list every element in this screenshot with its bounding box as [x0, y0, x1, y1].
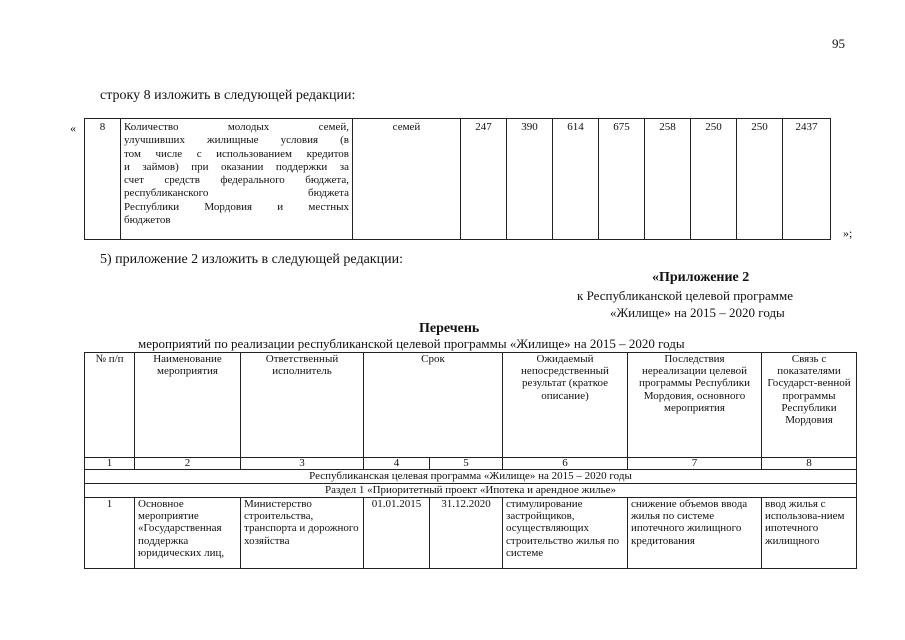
row-start-date: 01.01.2015 [364, 498, 430, 569]
row8-value: 247 [461, 119, 507, 240]
row8-desc-line: республиканского бюджета [124, 187, 349, 200]
row8 [85, 119, 831, 240]
row8-value: 258 [645, 119, 691, 240]
row-link: ввод жилья с использова-нием ипотечного жилищного [762, 498, 857, 569]
closing-quote: »; [843, 226, 853, 240]
table-row [85, 498, 857, 569]
row8-value: 250 [737, 119, 783, 240]
column-number: 1 [85, 458, 135, 470]
row8-value: 390 [507, 119, 553, 240]
appendix-program-name: «Жилище» на 2015 – 2020 годы [610, 305, 785, 320]
row8-value: 614 [553, 119, 599, 240]
program-row [85, 470, 857, 484]
opening-quote: « [70, 121, 76, 135]
header-name: Наименование мероприятия [135, 353, 241, 458]
row8-value: 250 [691, 119, 737, 240]
row-responsible: Министерство строительства, транспорта и дорожного хозяйства [241, 498, 364, 569]
row8-desc-line: улучшивших жилищные условия (в [124, 134, 349, 147]
page-number: 95 [832, 36, 845, 51]
list-title: Перечень [419, 321, 480, 336]
row8-desc-line: и займов) при оказании поддержки за [124, 160, 349, 173]
intro-appendix2-text: 5) приложение 2 изложить в следующей редакции: [100, 252, 403, 267]
row8-desc-line: счет средств федерального бюджета, [124, 174, 349, 187]
section-name: Раздел 1 «Приоритетный проект «Ипотека и арендное жилье» [85, 484, 857, 498]
row8-total: 2437 [783, 119, 831, 240]
column-number: 7 [628, 458, 762, 470]
header-term: Срок [364, 353, 503, 458]
column-number: 2 [135, 458, 241, 470]
row-result: стимулирование застройщиков, осуществляющих строительство жилья по системе [503, 498, 628, 569]
column-number: 3 [241, 458, 364, 470]
list-subtitle: мероприятий по реализации республиканской целевой программы «Жилище» на 2015 – 2020 годы [138, 336, 685, 351]
row8-desc-line: бюджетов [124, 214, 171, 227]
row8-desc-line: Республики Мордовия и местных [124, 200, 349, 213]
intro-row8-text: строку 8 изложить в следующей редакции: [100, 88, 356, 103]
row-end-date: 31.12.2020 [430, 498, 503, 569]
row8-table [84, 118, 831, 240]
row-consequences: снижение объемов ввода жилья по системе ипотечного жилищного кредитования [628, 498, 762, 569]
header-responsible: Ответственный исполнитель [241, 353, 364, 458]
row8-desc-line: Количество молодых семей, [124, 121, 349, 133]
appendix-title: «Приложение 2 [652, 270, 750, 285]
row8-unit: семей [353, 119, 461, 240]
header-num: № п/п [85, 353, 135, 458]
column-number: 4 [364, 458, 430, 470]
row-num: 1 [85, 498, 135, 569]
row8-value: 675 [599, 119, 645, 240]
column-number: 5 [430, 458, 503, 470]
column-number-row [85, 458, 857, 470]
row8-desc-line: том числе с использованием кредитов [124, 147, 349, 160]
row8-number: 8 [85, 119, 121, 240]
header-consequences: Последствия нереализации целевой программы Республики Мордовия, основного мероприятия [628, 353, 762, 458]
header-row [85, 353, 857, 458]
appendix-subtitle: к Республиканской целевой программе [577, 288, 794, 303]
section-row [85, 484, 857, 498]
column-number: 6 [503, 458, 628, 470]
program-name: Республиканская целевая программа «Жилище» на 2015 – 2020 годы [85, 470, 857, 484]
header-result: Ожидаемый непосредственный результат (краткое описание) [503, 353, 628, 458]
column-number: 8 [762, 458, 857, 470]
row-name: Основное мероприятие «Государственная поддержка юридических лиц, [135, 498, 241, 569]
row8-description [121, 119, 353, 240]
header-link: Связь с показателями Государст-венной программы Республики Мордовия [762, 353, 857, 458]
measures-table [84, 352, 857, 569]
